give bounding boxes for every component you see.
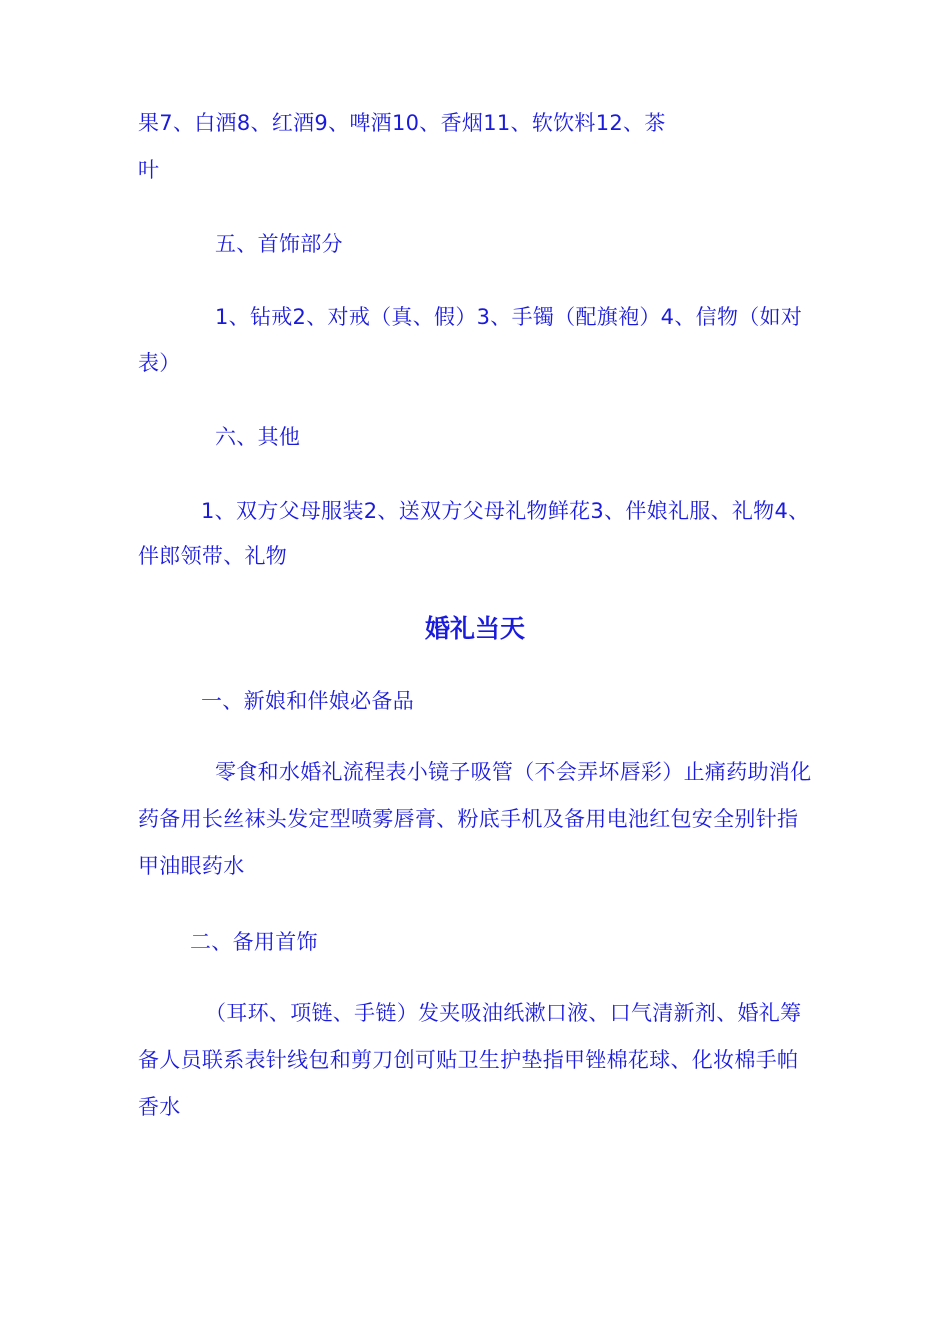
- paragraph-line-spare-2: 备人员联系表针线包和剪刀创可贴卫生护垫指甲锉棉花球、化妆棉手帕: [138, 1048, 799, 1072]
- paragraph-line-essentials-3: 甲油眼药水: [138, 854, 245, 878]
- heading-others: 六、其他: [215, 425, 301, 449]
- paragraph-line-essentials-2: 药备用长丝袜头发定型喷雾唇膏、粉底手机及备用电池红包安全别针指: [138, 807, 799, 831]
- heading-jewelry: 五、首饰部分: [215, 232, 343, 256]
- paragraph-line-essentials-1: 零食和水婚礼流程表小镜子吸管（不会弄坏唇彩）止痛药助消化: [215, 760, 812, 784]
- paragraph-line-others: 1、双方父母服装2、送双方父母礼物鲜花3、伴娘礼服、礼物4、: [201, 499, 810, 523]
- paragraph-line-others-cont: 伴郎领带、礼物: [138, 544, 288, 568]
- paragraph-line-jewelry: 1、钻戒2、对戒（真、假）3、手镯（配旗袍）4、信物（如对: [215, 305, 803, 329]
- paragraph-line-spare-1: （耳环、项链、手链）发夹吸油纸漱口液、口气清新剂、婚礼筹: [205, 1001, 802, 1025]
- heading-bride-essentials: 一、新娘和伴娘必备品: [201, 689, 414, 713]
- paragraph-line-drinks: 果7、白酒8、红酒9、啤酒10、香烟11、软饮料12、茶: [138, 111, 666, 135]
- paragraph-line-jewelry-cont: 表）: [138, 351, 181, 375]
- heading-spare-jewelry: 二、备用首饰: [190, 930, 318, 954]
- paragraph-line-drinks-cont: 叶: [138, 158, 160, 182]
- section-title: 婚礼当天: [424, 614, 525, 643]
- paragraph-line-spare-3: 香水: [138, 1095, 181, 1119]
